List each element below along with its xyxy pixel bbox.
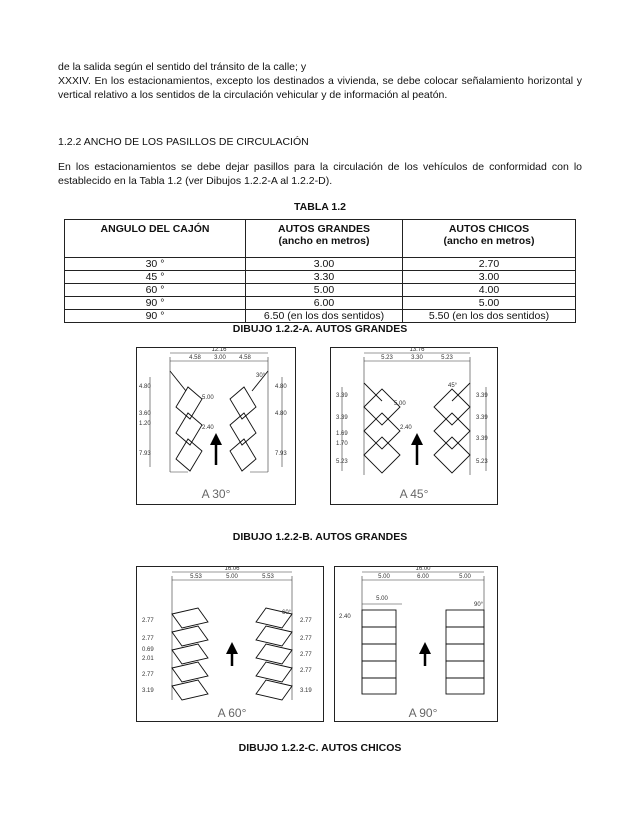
dim-right: 5.23 (441, 355, 453, 361)
dim-left-1: 2.77 (142, 636, 154, 642)
dim-stall-length: 5.00 (376, 596, 388, 602)
dim-aisle: 5.00 (226, 574, 238, 580)
drawing-label: A 90° (408, 706, 438, 720)
paragraph-aisles: En los estacionamientos se debe dejar pasillos para la circulación de los vehículos de conformidad con lo establecido en la Tabla 1.2 (ver Dibujos 1.2.2-A al 1.2.2-D). (58, 161, 582, 187)
table-cell: 6.50 (en los dos sentidos) (246, 310, 403, 323)
dim-left-1: 3.39 (336, 415, 348, 421)
stalls-left (172, 608, 208, 700)
dim-right: 4.58 (239, 355, 251, 361)
dim-right-0: 4.80 (275, 384, 287, 390)
table-cell: 60 ° (65, 284, 246, 297)
dim-left-3: 1.70 (336, 441, 348, 447)
dim-left: 4.58 (189, 355, 201, 361)
table-cell: 3.30 (246, 271, 403, 284)
caption-drawing-a: DIBUJO 1.2.2-A. AUTOS GRANDES (232, 323, 408, 335)
drawing-frame (137, 348, 296, 505)
dim-right-2: 3.39 (476, 436, 488, 442)
caption-drawing-b: DIBUJO 1.2.2-B. AUTOS GRANDES (232, 531, 408, 543)
header-angle: ANGULO DEL CAJÓN (65, 220, 246, 258)
table-cell: 4.00 (403, 284, 576, 297)
table-row (65, 297, 576, 310)
dim-left-3: 7.93 (139, 451, 151, 457)
dim-left-2: 1.20 (139, 421, 151, 427)
dim-right-1: 2.77 (300, 636, 312, 642)
dim-right-1: 4.80 (275, 411, 287, 417)
dim-right: 5.53 (262, 574, 274, 580)
drawing-label: A 30° (201, 487, 231, 501)
dim-aisle: 3.00 (214, 355, 226, 361)
drawing-frame (331, 348, 498, 505)
paragraph-continuation: de la salida según el sentido del tránsito de la calle; y (58, 61, 307, 73)
dim-right-2: 2.77 (300, 652, 312, 658)
section-title: 1.2.2 ANCHO DE LOS PASILLOS DE CIRCULACIÓN (58, 136, 309, 148)
drawing-45-degrees (330, 347, 498, 510)
dim-aisle: 6.00 (417, 574, 429, 580)
drawing-label: A 45° (399, 487, 429, 501)
paragraph-xxxiv: XXXIV. En los estacionamientos, excepto los destinados a vivienda, se debe colocar señalamiento horizontal y vertical relativo a los sentidos de la circulación vehicular y de información al peatón. (58, 75, 582, 101)
dim-right-3: 2.77 (300, 668, 312, 674)
stalls-left (170, 371, 202, 471)
table-title: TABLA 1.2 (294, 201, 346, 213)
dim-left: 5.00 (378, 574, 390, 580)
aisle-arrow-icon (419, 642, 431, 666)
table-cell: 3.00 (246, 258, 403, 271)
dim-angle: 90° (474, 602, 484, 608)
table-row (65, 284, 576, 297)
dim-stall-length: 5.00 (394, 401, 406, 407)
stalls-right (230, 371, 268, 471)
header-large-label: AUTOS GRANDES (278, 223, 370, 235)
header-large-sub: (ancho en metros) (278, 235, 370, 247)
stalls-left (364, 383, 400, 473)
table-row (65, 271, 576, 284)
dim-left-4: 2.77 (142, 672, 154, 678)
dim-left-0: 2.77 (142, 618, 154, 624)
table-cell: 30 ° (65, 258, 246, 271)
table-cell: 90 ° (65, 310, 246, 323)
dim-left-2: 1.69 (336, 431, 348, 437)
dim-right-0: 2.77 (300, 618, 312, 624)
caption-drawing-c: DIBUJO 1.2.2-C. AUTOS CHICOS (238, 742, 402, 754)
dim-right: 5.00 (459, 574, 471, 580)
header-small-sub: (ancho en metros) (443, 235, 535, 247)
stalls-left (362, 610, 396, 694)
drawing-frame (137, 567, 324, 722)
dim-angle: 60° (282, 610, 292, 616)
table-cell: 6.00 (246, 297, 403, 310)
dim-right-0: 3.39 (476, 393, 488, 399)
stalls-right (434, 383, 470, 473)
header-small-cars (403, 220, 576, 258)
dim-left-5: 3.19 (142, 688, 154, 694)
dim-left-2: 0.69 (142, 647, 154, 653)
dim-total: 12.16 (211, 347, 227, 353)
dim-stall-width: 2.40 (202, 425, 214, 431)
dim-total: 13.76 (409, 347, 425, 353)
table-cell: 5.50 (en los dos sentidos) (403, 310, 576, 323)
drawing-label: A 60° (217, 706, 247, 720)
dim-left-4: 5.23 (336, 459, 348, 465)
aisle-arrow-icon (210, 433, 222, 465)
dim-left-1: 3.60 (139, 411, 151, 417)
dim-aisle: 3.30 (411, 355, 423, 361)
table-cell: 45 ° (65, 271, 246, 284)
dim-stall-width: 2.40 (400, 425, 412, 431)
dim-stall-width: 2.40 (339, 614, 351, 620)
dim-total: 16.06 (224, 566, 240, 572)
table-row (65, 258, 576, 271)
dim-right-3: 5.23 (476, 459, 488, 465)
dim-left-0: 4.80 (139, 384, 151, 390)
header-small-label: AUTOS CHICOS (448, 223, 530, 235)
drawing-30-degrees (136, 347, 296, 510)
dim-left: 5.53 (190, 574, 202, 580)
table-cell: 5.00 (246, 284, 403, 297)
stalls-right (256, 608, 292, 700)
drawing-60-degrees (136, 566, 324, 727)
dim-right-2: 7.93 (275, 451, 287, 457)
stalls-right (446, 610, 484, 694)
dim-angle: 45° (448, 383, 458, 389)
dim-angle: 30° (256, 373, 266, 379)
dim-right-4: 3.19 (300, 688, 312, 694)
dim-left: 5.23 (381, 355, 393, 361)
dim-right-1: 3.39 (476, 415, 488, 421)
table-cell: 3.00 (403, 271, 576, 284)
table-cell: 5.00 (403, 297, 576, 310)
aisle-arrow-icon (226, 642, 238, 666)
table-cell: 90 ° (65, 297, 246, 310)
header-large-cars (246, 220, 403, 258)
dim-left-3: 2.01 (142, 656, 154, 662)
dim-stall-length: 5.00 (202, 395, 214, 401)
dim-total: 16.00 (415, 566, 431, 572)
table-row (65, 310, 576, 323)
dim-left-0: 3.39 (336, 393, 348, 399)
table-header-row (65, 220, 576, 258)
drawing-90-degrees (334, 566, 498, 727)
aisle-width-table (64, 219, 576, 323)
table-cell: 2.70 (403, 258, 576, 271)
aisle-arrow-icon (411, 433, 423, 465)
